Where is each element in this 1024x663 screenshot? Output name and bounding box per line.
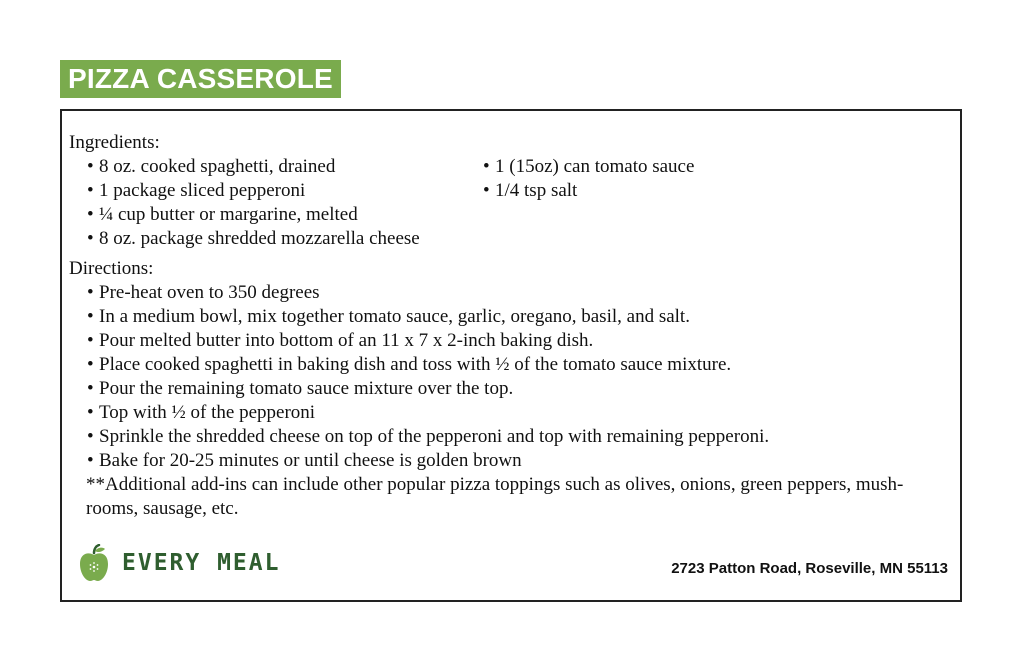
ingredient-item: • 1 package sliced pepperoni bbox=[69, 179, 483, 203]
additional-note bbox=[69, 473, 950, 521]
ingredient-item: • ¼ cup butter or margarine, melted bbox=[69, 203, 483, 227]
direction-step: • Place cooked spaghetti in baking dish and toss with ½ of the tomato sauce mixture. bbox=[69, 353, 950, 377]
direction-step: • Bake for 20-25 minutes or until cheese is golden brown bbox=[69, 449, 950, 473]
ingredients-heading: Ingredients: bbox=[69, 132, 160, 153]
apple-icon bbox=[78, 544, 110, 582]
recipe-card bbox=[60, 109, 962, 602]
ingredients-list bbox=[69, 155, 950, 251]
brand-name: EVERY MEAL bbox=[122, 550, 281, 576]
note-line: rooms, sausage, etc. bbox=[86, 498, 239, 519]
page-title: PIZZA CASSEROLE bbox=[60, 60, 341, 98]
direction-step: • Pre-heat oven to 350 degrees bbox=[69, 281, 950, 305]
ingredient-item: • 8 oz. cooked spaghetti, drained bbox=[69, 155, 483, 179]
every-meal-logo bbox=[78, 544, 280, 582]
directions-heading: Directions: bbox=[69, 258, 154, 279]
recipe-content bbox=[69, 131, 950, 521]
direction-step: • Top with ½ of the pepperoni bbox=[69, 401, 950, 425]
directions-list bbox=[69, 281, 950, 473]
direction-step: • Pour melted butter into bottom of an 11 x 7 x 2-inch baking dish. bbox=[69, 329, 950, 353]
direction-step: • Sprinkle the shredded cheese on top of the pepperoni and top with remaining pepperoni. bbox=[69, 425, 950, 449]
ingredients-column-2 bbox=[483, 155, 950, 251]
ingredient-item: • 1 (15oz) can tomato sauce bbox=[483, 155, 950, 179]
address: 2723 Patton Road, Roseville, MN 55113 bbox=[671, 560, 948, 577]
note-line: **Additional add-ins can include other popular pizza toppings such as olives, onions, green peppers, mush- bbox=[86, 474, 904, 495]
ingredient-item: • 1/4 tsp salt bbox=[483, 179, 950, 203]
ingredient-item: • 8 oz. package shredded mozzarella cheese bbox=[69, 227, 483, 251]
card-footer bbox=[62, 540, 960, 600]
direction-step: • Pour the remaining tomato sauce mixture over the top. bbox=[69, 377, 950, 401]
direction-step: • In a medium bowl, mix together tomato sauce, garlic, oregano, basil, and salt. bbox=[69, 305, 950, 329]
ingredients-column-1 bbox=[69, 155, 483, 251]
